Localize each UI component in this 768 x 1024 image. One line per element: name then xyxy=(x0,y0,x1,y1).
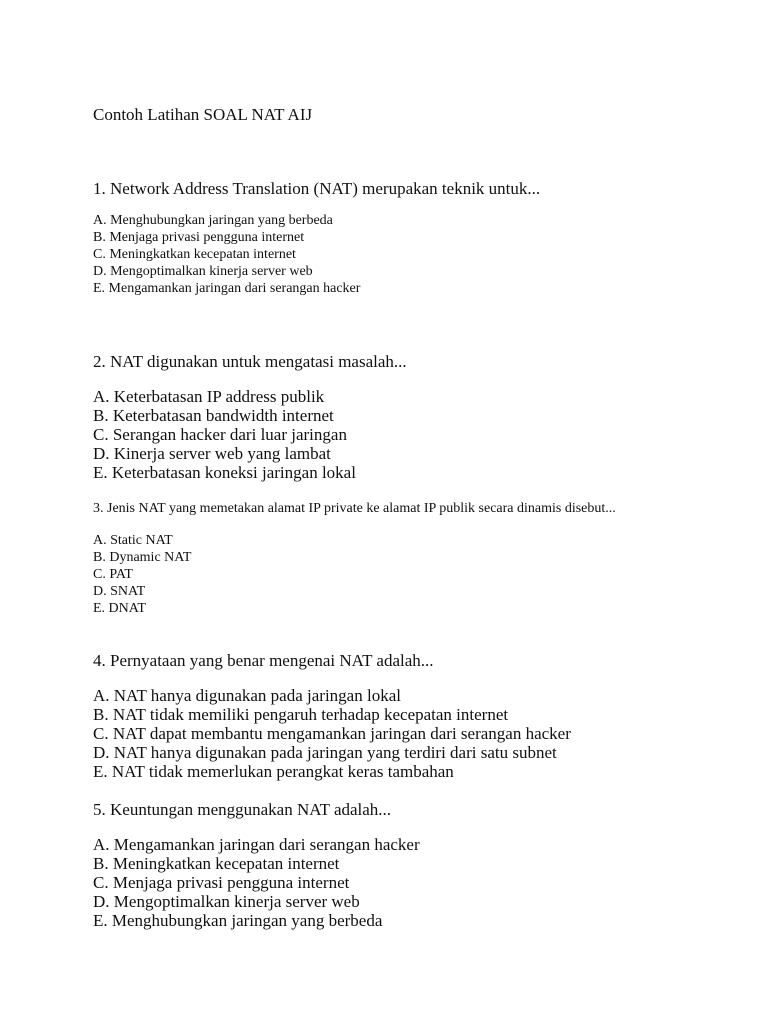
option-d: D. Mengoptimalkan kinerja server web xyxy=(93,264,313,279)
option-c: C. PAT xyxy=(93,567,133,582)
document-title: Contoh Latihan SOAL NAT AIJ xyxy=(93,105,313,124)
option-list xyxy=(93,686,653,781)
question-2 xyxy=(93,351,653,482)
question-text: 2. NAT digunakan untuk mengatasi masalah... xyxy=(93,352,407,371)
option-a: A. Mengamankan jaringan dari serangan hacker xyxy=(93,835,420,854)
option-e: E. Mengamankan jaringan dari serangan hacker xyxy=(93,281,361,296)
option-a: A. Menghubungkan jaringan yang berbeda xyxy=(93,213,333,228)
option-list xyxy=(93,532,653,617)
option-list xyxy=(93,212,653,297)
option-e: E. Keterbatasan koneksi jaringan lokal xyxy=(93,463,356,482)
option-e: E. Menghubungkan jaringan yang berbeda xyxy=(93,911,383,930)
question-1 xyxy=(93,178,653,297)
option-b: B. Meningkatkan kecepatan internet xyxy=(93,854,340,873)
question-4 xyxy=(93,650,653,781)
option-d: D. Mengoptimalkan kinerja server web xyxy=(93,892,360,911)
option-b: B. Menjaga privasi pengguna internet xyxy=(93,230,305,245)
option-a: A. Keterbatasan IP address publik xyxy=(93,387,325,406)
option-b: B. Keterbatasan bandwidth internet xyxy=(93,406,334,425)
option-b: B. NAT tidak memiliki pengaruh terhadap kecepatan internet xyxy=(93,705,509,724)
option-e: E. NAT tidak memerlukan perangkat keras tambahan xyxy=(93,762,454,781)
option-list xyxy=(93,387,653,482)
question-text: 3. Jenis NAT yang memetakan alamat IP private ke alamat IP publik secara dinamis disebut... xyxy=(93,501,616,516)
option-list xyxy=(93,835,653,930)
option-c: C. Menjaga privasi pengguna internet xyxy=(93,873,350,892)
option-a: A. NAT hanya digunakan pada jaringan lokal xyxy=(93,686,401,705)
question-3 xyxy=(93,500,653,617)
option-d: D. NAT hanya digunakan pada jaringan yang terdiri dari satu subnet xyxy=(93,743,557,762)
option-a: A. Static NAT xyxy=(93,533,173,548)
question-text: 4. Pernyataan yang benar mengenai NAT adalah... xyxy=(93,651,434,670)
option-b: B. Dynamic NAT xyxy=(93,550,192,565)
option-c: C. Serangan hacker dari luar jaringan xyxy=(93,425,347,444)
question-text: 1. Network Address Translation (NAT) merupakan teknik untuk... xyxy=(93,179,541,198)
question-text: 5. Keuntungan menggunakan NAT adalah... xyxy=(93,800,392,819)
option-c: C. NAT dapat membantu mengamankan jaringan dari serangan hacker xyxy=(93,724,571,743)
option-d: D. SNAT xyxy=(93,584,146,599)
option-e: E. DNAT xyxy=(93,601,146,616)
option-d: D. Kinerja server web yang lambat xyxy=(93,444,331,463)
question-5 xyxy=(93,799,653,930)
option-c: C. Meningkatkan kecepatan internet xyxy=(93,247,296,262)
